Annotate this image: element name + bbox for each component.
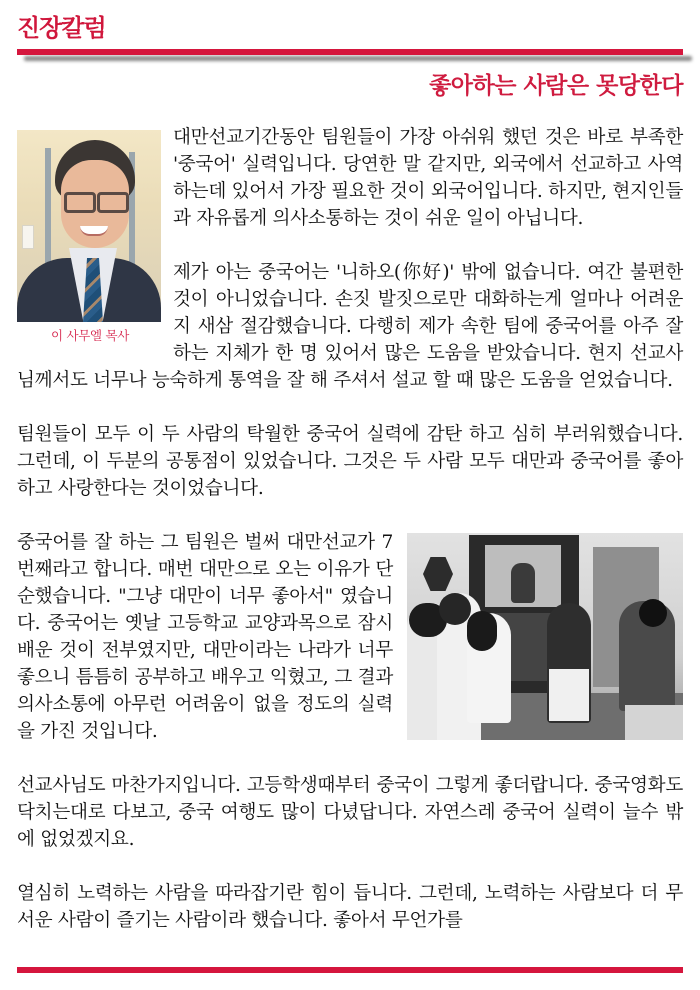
paragraph-2: 제가 아는 중국어는 '니하오(你好)' 밖에 없습니다. 여간 불편한 것이 아니었습니다. 손짓 발짓으로만 대화하는게 얼마나 어려운지 새삼 절감했습니다. 다행히 제가 속한 팀에 중국어를 아주 잘하는 지체가 한 명 있어서 많은 도움을 받았습니다. 현지 선교사님께서도 너무나 능숙하게 통역을 잘 해 주셔서 설교 할 때 많은 도움을 얻었습니다. [17,262,683,391]
author-portrait-block [17,130,163,344]
group-photo [407,533,683,740]
paragraph-1: 대만선교기간동안 팀원들이 가장 아쉬워 했던 것은 바로 부족한 '중국어' 실력입니다. 당연한 말 같지만, 외국에서 선교하고 사역하는데 있어서 가장 필요한 것이 외국어입니다. 하지만, 현지인들과 자유롭게 의사소통하는 것이 쉬운 일이 아닙니다. [173,127,683,229]
header-rule-shadow [24,56,692,61]
paragraph-6: 열심히 노력하는 사람을 따라잡기란 힘이 듭니다. 그런데, 노력하는 사람보다 더 무서운 사람이 즐기는 사람이라 했습니다. 좋아서 무언가를 [17,883,683,931]
column-title: 진장칼럼 [17,14,106,42]
paragraph-3: 팀원들이 모두 이 두 사람의 탁월한 중국어 실력에 감탄 하고 심히 부러워했습니다. 그런데, 이 두분의 공통점이 있었습니다. 그것은 두 사람 모두 대만과 중국어를 좋아하고 사랑한다는 것이었습니다. [17,424,683,499]
paragraph-4: 중국어를 잘 하는 그 팀원은 벌써 대만선교가 7번째라고 합니다. 매번 대만으로 오는 이유가 단순했습니다. "그냥 대만이 너무 좋아서" 였습니다. 중국어는 옛날 고등학교 교양과목으로 잠시 배운 것이 전부였지만, 대만이라는 나라가 너무 좋으니 틈틈히 공부하고 배우고 익혔고, 그 결과 의사소통에 아무런 어려움이 없을 정도의 실력을 가진 것입니다. [17,532,393,742]
author-photo [17,130,161,322]
group-photo-block [407,533,683,740]
header-rule [17,49,683,55]
article-headline: 좋아하는 사람은 못당한다 [429,73,683,99]
article-body [17,124,683,961]
footer-rule [17,967,683,973]
paragraph-5: 선교사님도 마찬가지입니다. 고등학생때부터 중국이 그렇게 좋더랍니다. 중국영화도 닥치는대로 다보고, 중국 여행도 많이 다녔답니다. 자연스레 중국어 실력이 늘수 밖에 없었겠지요. [17,775,683,850]
author-caption: 이 사무엘 목사 [51,328,129,343]
